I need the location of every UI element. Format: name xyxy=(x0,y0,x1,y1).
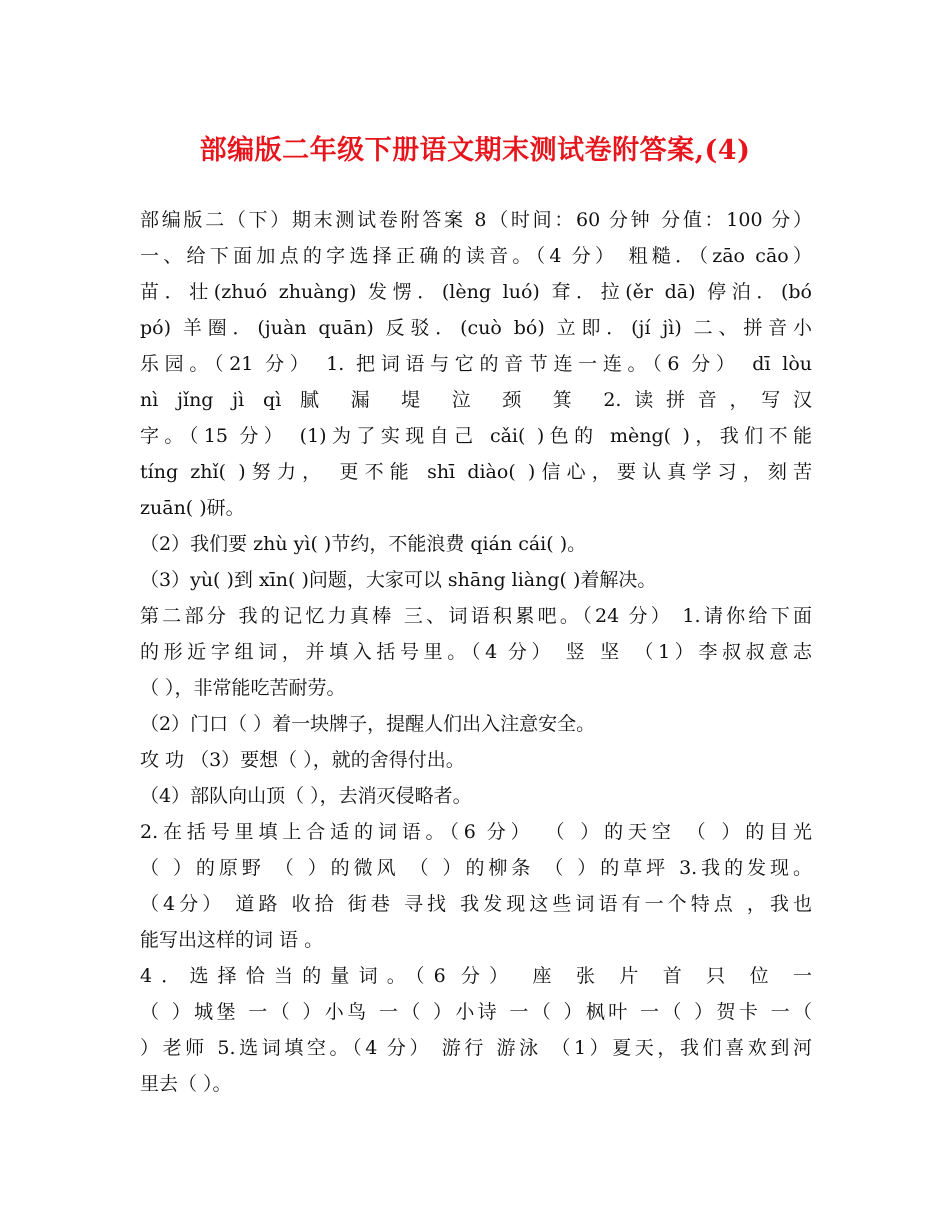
document-body xyxy=(140,202,812,1102)
text-line: 乐园。（21 分） 1. 把词语与它的音节连一连。（6 分） dī lòu xyxy=(140,353,812,375)
text-line: （3）yù( )到 xīn( )问题，大家可以 shāng liàng( )着解决。 xyxy=(140,569,657,591)
text-line: tíng zhǐ( )努力， 更不能 shī diào( )信心，要认真学习，刻苦 xyxy=(140,461,812,483)
text-line: 部编版二（下）期末测试卷附答案 8（时间：60 分钟 分值：100 分） xyxy=(140,209,812,231)
text-line: 2.在括号里填上合适的词语。（6 分） （ ）的天空 （ ）的目光 xyxy=(140,821,812,843)
text-line: 能写出这样的词 语 。 xyxy=(140,929,324,951)
text-line: 攻 功 （3）要想（ ），就的舍得付出。 xyxy=(140,749,465,771)
text-line: （4）部队向山顶（ ），去消灭侵略者。 xyxy=(140,785,472,807)
text-line: 一、给下面加点的字选择正确的读音。（4 分） 粗糙．（zāo cāo） xyxy=(140,245,812,267)
text-line: 苗．壮(zhuó zhuàng) 发愣．(lèng luó) 耷．拉(ěr dā) 停泊．(bó xyxy=(140,281,812,303)
text-line: 第二部分 我的记忆力真棒 三、词语积累吧。（24 分） 1.请你给下面 xyxy=(140,605,812,627)
text-line: （2）门口（ ）着一块牌子，提醒人们出入注意安全。 xyxy=(140,713,596,735)
text-line: （ ）城堡 一（ ）小鸟 一（ ）小诗 一（ ）枫叶 一（ ）贺卡 一（ xyxy=(140,1001,812,1023)
text-line: （ ）的原野 （ ）的微风 （ ）的柳条 （ ）的草坪 3.我的发现。 xyxy=(140,857,812,879)
text-line: （2）我们要 zhù yì( )节约，不能浪费 qián cái( )。 xyxy=(140,533,587,555)
text-line: 的形近字组词，并填入括号里。（4 分） 竖 坚 （1）李叔叔意志 xyxy=(140,641,812,663)
text-line: 里去（ ）。 xyxy=(140,1073,232,1095)
text-line: zuān( )研。 xyxy=(140,497,245,519)
text-line: pó) 羊圈．(juàn quān) 反驳．(cuò bó) 立即．(jí jì) 二、拼音小 xyxy=(140,317,812,339)
text-line: 4．选择恰当的量词。（6 分） 座 张 片 首 只 位 一 xyxy=(140,965,812,987)
text-line: ）老师 5.选词填空。（4 分） 游行 游泳 （1）夏天，我们喜欢到河 xyxy=(140,1037,812,1059)
text-line: 字。（15 分） (1)为了实现自己 cǎi( )色的 mèng( )，我们不能 xyxy=(140,425,812,447)
text-line: （ ），非常能吃苦耐劳。 xyxy=(140,677,346,699)
text-line: （4分） 道路 收拾 街巷 寻找 我发现这些词语有一个特点 ，我也 xyxy=(140,893,812,915)
text-line: nì jǐng jì qì 腻 漏 堤 泣 颈 箕 2.读拼音，写汉 xyxy=(140,389,812,411)
document-title: 部编版二年级下册语文期末测试卷附答案,(4) xyxy=(199,135,751,166)
